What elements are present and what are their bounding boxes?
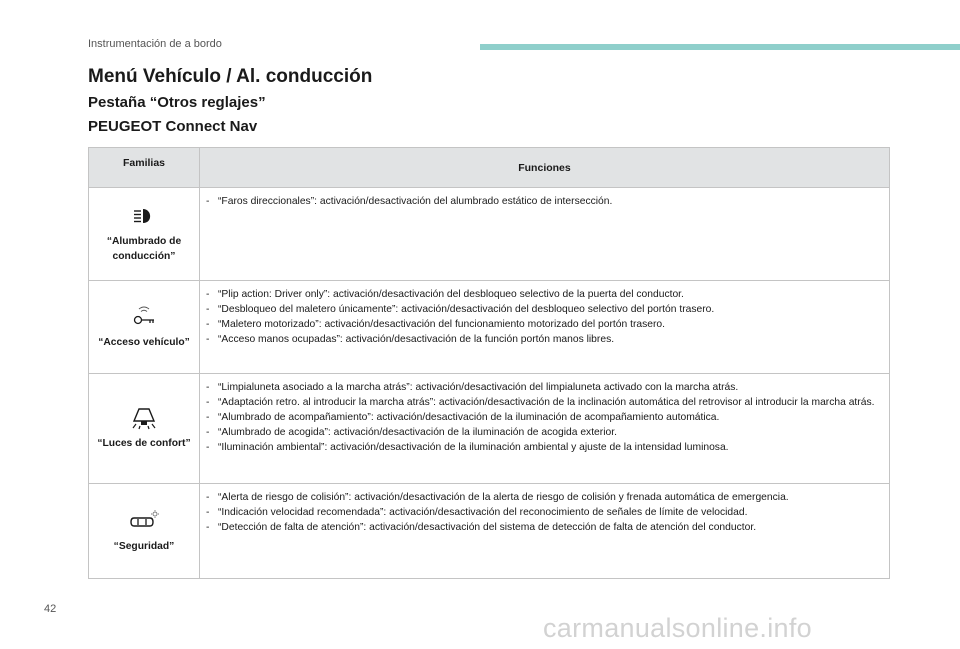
- table-header-row: [89, 148, 890, 188]
- table-row: [89, 374, 890, 484]
- accent-bar: [480, 44, 960, 50]
- family-label: “Seguridad”: [113, 540, 175, 552]
- functions-cell: [200, 188, 890, 281]
- function-item: - “Iluminación ambiental”: activación/desactivación de la iluminación ambiental y ajuste de la intensidad luminosa.: [206, 440, 883, 455]
- family-label: “Acceso vehículo”: [98, 336, 190, 348]
- page-title: Menú Vehículo / Al. conducción: [88, 66, 373, 87]
- watermark: carmanualsonline.info: [543, 613, 812, 643]
- table-row: [89, 281, 890, 374]
- system-subtitle: PEUGEOT Connect Nav: [88, 118, 258, 135]
- function-list: [206, 490, 883, 535]
- headlamp-icon: [129, 204, 159, 228]
- car-safety-icon: [129, 509, 159, 533]
- function-item: - “Maletero motorizado”: activación/desactivación del funcionamiento motorizado del portón trasero.: [206, 317, 883, 332]
- functions-cell: [200, 484, 890, 579]
- function-item: - “Acceso manos ocupadas”: activación/desactivación de la función portón manos libres.: [206, 332, 883, 347]
- function-item: - “Alumbrado de acompañamiento”: activación/desactivación de la iluminación de acompañamiento automática.: [206, 410, 883, 425]
- family-label: “Alumbrado de conducción”: [106, 236, 182, 262]
- function-list: [206, 194, 883, 209]
- function-item: - “Alumbrado de acogida”: activación/desactivación de la iluminación de acogida exterior.: [206, 425, 883, 440]
- function-item: - “Adaptación retro. al introducir la marcha atrás”: activación/desactivación de la inclinación automática del retrovisor al introducir la marcha atrás.: [206, 395, 883, 410]
- table-row: [89, 188, 890, 281]
- family-label: “Luces de confort”: [97, 438, 191, 449]
- function-list: [206, 287, 883, 347]
- functions-table: [88, 147, 890, 579]
- functions-cell: [200, 374, 890, 484]
- function-item: - “Faros direccionales”: activación/desactivación del alumbrado estático de intersección.: [206, 194, 883, 209]
- header-functions: Funciones: [200, 148, 890, 188]
- running-head: Instrumentación de a bordo: [88, 38, 222, 50]
- family-cell: [89, 281, 200, 374]
- section-subtitle: Pestaña “Otros reglajes”: [88, 94, 266, 111]
- function-list: [206, 380, 883, 455]
- function-item: - “Limpialuneta asociado a la marcha atrás”: activación/desactivación del limpialuneta activado con la marcha atrás.: [206, 380, 883, 395]
- family-cell: [89, 188, 200, 281]
- function-item: - “Alerta de riesgo de colisión”: activación/desactivación de la alerta de riesgo de colisión y frenada automática de emergencia.: [206, 490, 883, 505]
- function-item: - “Indicación velocidad recomendada”: activación/desactivación del reconocimiento de señales de límite de velocidad.: [206, 505, 883, 520]
- page-number: 42: [44, 603, 57, 615]
- function-item: - “Detección de falta de atención”: activación/desactivación del sistema de detección de falta de atención del conductor.: [206, 520, 883, 535]
- key-remote-icon: [129, 305, 159, 329]
- function-item: - “Desbloqueo del maletero únicamente”: activación/desactivación del desbloqueo selectivo del portón trasero.: [206, 302, 883, 317]
- function-item: - “Plip action: Driver only”: activación/desactivación del desbloqueo selectivo de la puerta del conductor.: [206, 287, 883, 302]
- functions-cell: [200, 281, 890, 374]
- comfort-lamp-icon: [129, 406, 159, 430]
- table-row: [89, 484, 890, 579]
- header-families: Familias: [89, 148, 200, 188]
- family-cell: [89, 374, 200, 484]
- family-cell: [89, 484, 200, 579]
